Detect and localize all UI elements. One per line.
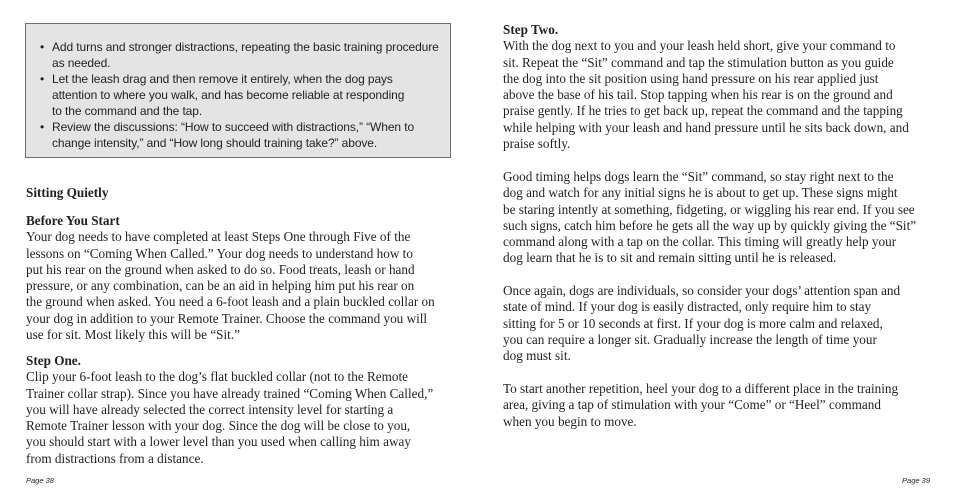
paragraph-line: when you begin to move. xyxy=(503,413,637,429)
step-one-heading: Step One. xyxy=(26,353,81,368)
paragraph-line: the ground when asked. You need a 6-foot leash and a plain buckled collar on xyxy=(26,294,435,310)
paragraph-line: area, giving a tap of stimulation with your “Come” or “Heel” command xyxy=(503,397,881,413)
paragraph-line: you should start with a lower level than you used when calling him away xyxy=(26,434,411,450)
paragraph-line: from distractions from a distance. xyxy=(26,450,204,466)
step-two-heading: Step Two. xyxy=(503,22,559,37)
paragraph-line: dog must sit. xyxy=(503,348,571,364)
paragraph-line: you will have already selected the correct intensity level for starting a xyxy=(26,401,394,417)
step-one-section xyxy=(26,353,433,467)
tips-callout-box xyxy=(25,23,451,158)
paragraph-line: while helping with your leash and hand pressure until he sits back down, and xyxy=(503,119,909,135)
paragraph-line: With the dog next to you and your leash held short, give your command to xyxy=(503,38,896,54)
paragraph-line: be staring intently at something, fidgeting, or wiggling his rear end. If you see xyxy=(503,201,915,217)
paragraph-line: praise gently. If he tries to get back up, repeat the command and the tapping xyxy=(503,103,903,119)
paragraph-line: use for sit. Most likely this will be “Sit.” xyxy=(26,327,240,343)
callout-line: to the command and the tap. xyxy=(52,104,203,118)
paragraph-line: To start another repetition, heel your dog to a different place in the training xyxy=(503,381,899,396)
callout-line: as needed. xyxy=(52,56,111,70)
paragraph-line: Once again, dogs are individuals, so consider your dogs’ attention span and xyxy=(503,283,901,298)
paragraph-line: your dog in addition to your Remote Trainer. Choose the command you will xyxy=(26,310,428,326)
page-number-right: Page 39 xyxy=(902,476,930,485)
right-page xyxy=(477,0,954,502)
callout-line: • Let the leash drag and then remove it entirely, when the dog pays xyxy=(52,72,393,86)
callout-line: • Add turns and stronger distractions, repeating the basic training procedure xyxy=(52,40,439,54)
paragraph-line: dog learn that he is to sit and remain sitting until he is released. xyxy=(503,250,837,266)
callout-bullet xyxy=(40,119,436,151)
paragraph-line: put his rear on the ground when asked to do so. Food treats, leash or hand xyxy=(26,261,415,277)
paragraph-line: Good timing helps dogs learn the “Sit” command, so stay right next to the xyxy=(503,169,894,184)
paragraph-line: sitting for 5 or 10 seconds at first. If your dog is more calm and relaxed, xyxy=(503,315,883,331)
individuals-paragraph xyxy=(503,283,900,364)
callout-bullet xyxy=(40,71,436,119)
repetition-paragraph xyxy=(503,381,898,430)
step-two-section xyxy=(503,22,909,152)
paragraph-line: command along with a tap on the collar. This timing will greatly help your xyxy=(503,234,897,250)
paragraph-line: Trainer collar strap). Since you have already trained “Coming When Called,” xyxy=(26,385,434,401)
section-title: Sitting Quietly xyxy=(26,185,109,200)
paragraph-line: state of mind. If your dog is easily distracted, only require him to stay xyxy=(503,299,872,315)
paragraph-line: pressure, or any combination, can be an aid in helping him put his rear on xyxy=(26,278,415,294)
before-you-start-section xyxy=(26,213,435,343)
paragraph-line: above the base of his tail. Stop tapping when his rear is on the ground and xyxy=(503,87,893,103)
paragraph-line: such signs, catch him before he gets all the way up by quickly giving the “Sit” xyxy=(503,217,917,233)
callout-line: change intensity,” and “How long should training take?” above. xyxy=(52,136,378,150)
paragraph-line: dog and watch for any initial signs he is about to get up. These signs might xyxy=(503,185,898,201)
paragraph-line: Clip your 6-foot leash to the dog’s flat buckled collar (not to the Remote xyxy=(26,369,408,385)
paragraph-line: sit. Repeat the “Sit” command and tap the stimulation button as you guide xyxy=(503,54,894,70)
timing-paragraph xyxy=(503,169,916,267)
before-you-start-heading: Before You Start xyxy=(26,213,120,228)
paragraph-line: Your dog needs to have completed at least Steps One through Five of the xyxy=(26,229,411,245)
callout-bullet xyxy=(40,39,439,71)
paragraph-line: you can require a longer sit. Gradually increase the length of time your xyxy=(503,331,877,347)
callout-line: attention to where you walk, and has become reliable at responding xyxy=(52,88,405,102)
paragraph-line: Remote Trainer lesson with your dog. Since the dog will be close to you, xyxy=(26,418,411,434)
paragraph-line: the dog into the sit position using hand pressure on his rear applied just xyxy=(503,70,879,86)
callout-line: • Review the discussions: “How to succeed with distractions,” “When to xyxy=(52,120,415,134)
paragraph-line: lessons on “Coming When Called.” Your dog needs to understand how to xyxy=(26,245,413,261)
page-number-left: Page 38 xyxy=(26,476,54,485)
paragraph-line: praise softly. xyxy=(503,136,571,152)
